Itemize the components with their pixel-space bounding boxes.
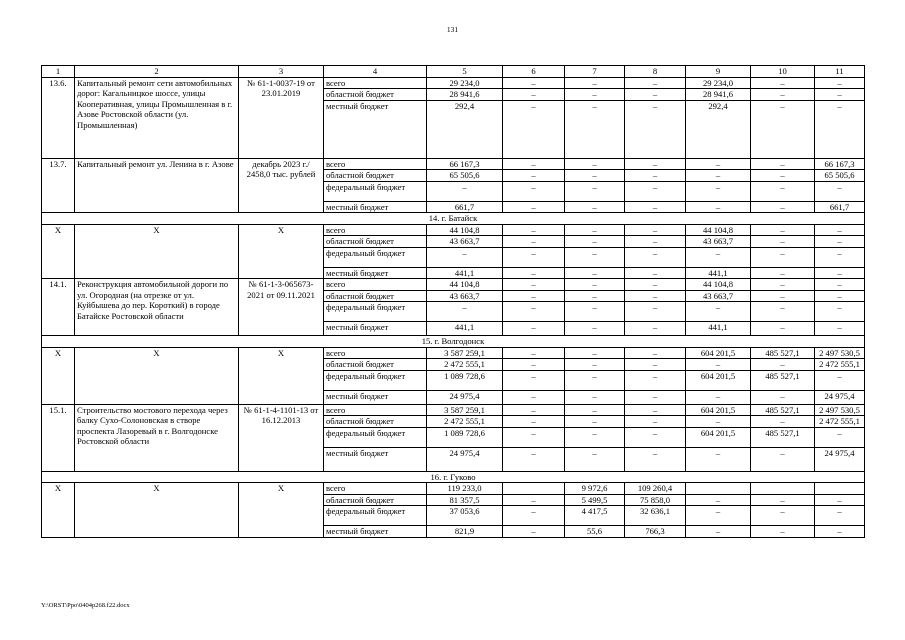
section-header-row xyxy=(42,213,865,225)
value-cell: – xyxy=(625,390,686,404)
value-cell: – xyxy=(686,247,751,267)
value-cell: – xyxy=(503,267,565,279)
value-cell: 1 089 728,6 xyxy=(427,370,503,390)
value-cell: – xyxy=(427,181,503,201)
value-cell: – xyxy=(625,447,686,471)
value-cell: – xyxy=(503,370,565,390)
funding-source: федеральный бюджет xyxy=(324,506,427,526)
value-cell: 24 975,4 xyxy=(815,390,865,404)
object-name: Х xyxy=(75,483,239,538)
value-cell: 441,1 xyxy=(427,322,503,336)
value-cell: – xyxy=(815,494,865,506)
object-name: Строительство мостового перехода через балку Сухо-Солоновская в створе проспекта Лазоревый в г. Волгодонске Ростовской области xyxy=(75,404,239,471)
value-cell: 441,1 xyxy=(427,267,503,279)
table-row xyxy=(42,77,865,89)
column-header: 4 xyxy=(324,66,427,78)
value-cell: – xyxy=(503,322,565,336)
document-reference: декабрь 2023 г./ 2458,0 тыс. рублей xyxy=(239,158,324,213)
value-cell: – xyxy=(751,158,815,170)
funding-source: всего xyxy=(324,404,427,416)
document-reference: № 61-1-3-065673-2021 от 09.11.2021 xyxy=(239,279,324,336)
value-cell: 2 472 555,1 xyxy=(815,359,865,371)
value-cell: – xyxy=(625,416,686,428)
funding-source: местный бюджет xyxy=(324,201,427,213)
table-row xyxy=(42,279,865,291)
value-cell: – xyxy=(565,77,625,89)
funding-source: областной бюджет xyxy=(324,416,427,428)
value-cell: – xyxy=(565,201,625,213)
value-cell: – xyxy=(427,302,503,322)
value-cell: – xyxy=(503,404,565,416)
value-cell: – xyxy=(565,89,625,101)
funding-source: всего xyxy=(324,158,427,170)
value-cell: 43 663,7 xyxy=(427,236,503,248)
value-cell: – xyxy=(503,302,565,322)
value-cell: 24 975,4 xyxy=(815,447,865,471)
value-cell: – xyxy=(625,404,686,416)
value-cell: – xyxy=(751,267,815,279)
value-cell: – xyxy=(625,236,686,248)
value-cell: – xyxy=(686,170,751,182)
value-cell: 485 527,1 xyxy=(751,347,815,359)
entry-number: Х xyxy=(42,483,75,538)
value-cell: – xyxy=(565,447,625,471)
funding-source: федеральный бюджет xyxy=(324,370,427,390)
value-cell: – xyxy=(503,100,565,158)
value-cell: – xyxy=(751,416,815,428)
section-header-row xyxy=(42,471,865,483)
entry-number: 15.1. xyxy=(42,404,75,471)
value-cell: 75 858,0 xyxy=(625,494,686,506)
funding-source: местный бюджет xyxy=(324,322,427,336)
value-cell: – xyxy=(565,100,625,158)
object-name: Х xyxy=(75,224,239,279)
column-header: 8 xyxy=(625,66,686,78)
funding-source: местный бюджет xyxy=(324,100,427,158)
value-cell: 65 505,6 xyxy=(815,170,865,182)
value-cell: – xyxy=(751,279,815,291)
value-cell: – xyxy=(625,322,686,336)
value-cell: – xyxy=(815,89,865,101)
value-cell: – xyxy=(625,100,686,158)
value-cell: – xyxy=(565,181,625,201)
value-cell: – xyxy=(815,100,865,158)
value-cell: – xyxy=(625,89,686,101)
object-name: Капитальный ремонт ул. Ленина в г. Азове xyxy=(75,158,239,213)
value-cell: 65 505,6 xyxy=(427,170,503,182)
value-cell: – xyxy=(751,89,815,101)
value-cell: – xyxy=(503,279,565,291)
value-cell: – xyxy=(815,267,865,279)
value-cell: 2 472 555,1 xyxy=(815,416,865,428)
value-cell: 604 201,5 xyxy=(686,347,751,359)
funding-source: всего xyxy=(324,77,427,89)
page-number: 131 xyxy=(446,25,459,34)
value-cell: – xyxy=(686,494,751,506)
value-cell: 55,6 xyxy=(565,526,625,538)
section-title: 16. г. Гуково xyxy=(42,471,865,483)
value-cell: – xyxy=(751,201,815,213)
value-cell: 109 260,4 xyxy=(625,483,686,495)
value-cell: 604 201,5 xyxy=(686,370,751,390)
value-cell: – xyxy=(815,370,865,390)
value-cell: – xyxy=(751,290,815,302)
value-cell: 28 941,6 xyxy=(427,89,503,101)
value-cell: – xyxy=(815,77,865,89)
value-cell: – xyxy=(625,290,686,302)
value-cell: 441,1 xyxy=(686,267,751,279)
funding-source: федеральный бюджет xyxy=(324,181,427,201)
value-cell: – xyxy=(503,201,565,213)
funding-source: областной бюджет xyxy=(324,494,427,506)
value-cell: 32 636,1 xyxy=(625,506,686,526)
value-cell: – xyxy=(503,526,565,538)
value-cell: – xyxy=(751,302,815,322)
value-cell: – xyxy=(503,359,565,371)
entry-number: Х xyxy=(42,347,75,404)
value-cell: 766,3 xyxy=(625,526,686,538)
value-cell: 44 104,8 xyxy=(686,224,751,236)
value-cell: – xyxy=(503,390,565,404)
funding-source: федеральный бюджет xyxy=(324,427,427,447)
value-cell: – xyxy=(751,77,815,89)
value-cell: 44 104,8 xyxy=(427,224,503,236)
value-cell: – xyxy=(751,390,815,404)
value-cell: – xyxy=(625,279,686,291)
value-cell: 604 201,5 xyxy=(686,404,751,416)
entry-number: 13.6. xyxy=(42,77,75,158)
entry-number: 13.7. xyxy=(42,158,75,213)
value-cell: – xyxy=(751,506,815,526)
value-cell: – xyxy=(625,181,686,201)
value-cell: – xyxy=(686,416,751,428)
funding-source: областной бюджет xyxy=(324,359,427,371)
document-reference: Х xyxy=(239,224,324,279)
value-cell xyxy=(815,483,865,495)
value-cell: – xyxy=(565,267,625,279)
value-cell xyxy=(751,483,815,495)
funding-source: всего xyxy=(324,279,427,291)
value-cell: – xyxy=(503,77,565,89)
value-cell: – xyxy=(503,236,565,248)
section-header-row xyxy=(42,336,865,348)
value-cell: 24 975,4 xyxy=(427,447,503,471)
value-cell: – xyxy=(565,247,625,267)
column-header: 5 xyxy=(427,66,503,78)
value-cell: 44 104,8 xyxy=(686,279,751,291)
funding-source: местный бюджет xyxy=(324,447,427,471)
value-cell: 485 527,1 xyxy=(751,404,815,416)
value-cell: 821,9 xyxy=(427,526,503,538)
funding-source: областной бюджет xyxy=(324,236,427,248)
value-cell: – xyxy=(503,170,565,182)
funding-source: всего xyxy=(324,224,427,236)
value-cell xyxy=(503,483,565,495)
value-cell: 604 201,5 xyxy=(686,427,751,447)
value-cell: 5 499,5 xyxy=(565,494,625,506)
value-cell: – xyxy=(815,290,865,302)
value-cell: – xyxy=(565,322,625,336)
value-cell: 29 234,0 xyxy=(686,77,751,89)
section-title: 14. г. Батайск xyxy=(42,213,865,225)
value-cell: – xyxy=(815,181,865,201)
value-cell: 1 089 728,6 xyxy=(427,427,503,447)
section-title: 15. г. Волгодонск xyxy=(42,336,865,348)
value-cell: – xyxy=(625,427,686,447)
value-cell: 3 587 259,1 xyxy=(427,347,503,359)
value-cell: – xyxy=(625,158,686,170)
value-cell: – xyxy=(686,181,751,201)
document-reference: № 61-1-0037-19 от 23.01.2019 xyxy=(239,77,324,158)
entry-number: Х xyxy=(42,224,75,279)
funding-source: федеральный бюджет xyxy=(324,302,427,322)
value-cell: – xyxy=(815,302,865,322)
value-cell: – xyxy=(427,247,503,267)
value-cell: – xyxy=(751,170,815,182)
column-header: 11 xyxy=(815,66,865,78)
value-cell: 4 417,5 xyxy=(565,506,625,526)
value-cell: 81 357,5 xyxy=(427,494,503,506)
value-cell: – xyxy=(503,290,565,302)
value-cell: – xyxy=(751,224,815,236)
table-row xyxy=(42,224,865,236)
file-path-footer: Y:\ORST\Ppo\0404p268.f22.docx xyxy=(41,602,130,609)
funding-source: местный бюджет xyxy=(324,390,427,404)
value-cell: – xyxy=(686,359,751,371)
value-cell: 485 527,1 xyxy=(751,427,815,447)
value-cell: – xyxy=(565,390,625,404)
value-cell: – xyxy=(565,170,625,182)
funding-source: всего xyxy=(324,347,427,359)
column-header: 7 xyxy=(565,66,625,78)
value-cell: 43 663,7 xyxy=(686,236,751,248)
value-cell: 485 527,1 xyxy=(751,370,815,390)
value-cell: – xyxy=(625,247,686,267)
value-cell: 3 587 259,1 xyxy=(427,404,503,416)
column-header: 6 xyxy=(503,66,565,78)
value-cell: 2 497 530,5 xyxy=(815,347,865,359)
value-cell: – xyxy=(503,347,565,359)
value-cell: 44 104,8 xyxy=(427,279,503,291)
value-cell: 28 941,6 xyxy=(686,89,751,101)
value-cell: – xyxy=(686,201,751,213)
budget-table xyxy=(41,65,865,538)
object-name: Капитальный ремонт сети автомобильных дорог: Кагальницкое шоссе, улицы Кооперативная, улицы Промышленная в г. Азове Ростовской области (ул. Промышленная) xyxy=(75,77,239,158)
value-cell: – xyxy=(503,224,565,236)
value-cell: – xyxy=(565,290,625,302)
value-cell: – xyxy=(503,89,565,101)
value-cell: – xyxy=(751,181,815,201)
value-cell: – xyxy=(625,267,686,279)
funding-source: областной бюджет xyxy=(324,290,427,302)
value-cell: 292,4 xyxy=(686,100,751,158)
value-cell: – xyxy=(565,279,625,291)
value-cell: – xyxy=(565,347,625,359)
value-cell: – xyxy=(625,359,686,371)
column-header-row xyxy=(42,66,865,78)
value-cell: – xyxy=(625,302,686,322)
value-cell: – xyxy=(565,302,625,322)
value-cell: – xyxy=(565,236,625,248)
value-cell: – xyxy=(815,247,865,267)
value-cell: 2 497 530,5 xyxy=(815,404,865,416)
entry-number: 14.1. xyxy=(42,279,75,336)
value-cell: – xyxy=(625,347,686,359)
value-cell: – xyxy=(625,224,686,236)
value-cell: – xyxy=(565,416,625,428)
column-header: 2 xyxy=(75,66,239,78)
value-cell: – xyxy=(503,494,565,506)
value-cell: – xyxy=(565,427,625,447)
value-cell: 66 167,3 xyxy=(427,158,503,170)
value-cell: – xyxy=(625,201,686,213)
value-cell: – xyxy=(565,158,625,170)
object-name: Реконструкция автомобильной дороги по ул. Огородная (на отрезке от ул. Куйбышева до пер. Короткий) в городе Батайске Ростовской области xyxy=(75,279,239,336)
value-cell: 9 972,6 xyxy=(565,483,625,495)
funding-source: областной бюджет xyxy=(324,89,427,101)
funding-source: всего xyxy=(324,483,427,495)
value-cell: – xyxy=(565,370,625,390)
value-cell: – xyxy=(751,526,815,538)
column-header: 10 xyxy=(751,66,815,78)
value-cell: – xyxy=(751,359,815,371)
document-reference: Х xyxy=(239,347,324,404)
value-cell xyxy=(686,483,751,495)
value-cell: – xyxy=(815,322,865,336)
value-cell: – xyxy=(503,158,565,170)
value-cell: – xyxy=(751,447,815,471)
table-row xyxy=(42,483,865,495)
value-cell: 119 233,0 xyxy=(427,483,503,495)
value-cell: – xyxy=(686,447,751,471)
value-cell: – xyxy=(815,427,865,447)
value-cell: – xyxy=(625,170,686,182)
value-cell: – xyxy=(686,158,751,170)
value-cell: – xyxy=(686,302,751,322)
funding-source: областной бюджет xyxy=(324,170,427,182)
document-reference: № 61-1-4-1101-13 от 16.12.2013 xyxy=(239,404,324,471)
value-cell: – xyxy=(751,322,815,336)
value-cell: – xyxy=(815,236,865,248)
value-cell: 66 167,3 xyxy=(815,158,865,170)
value-cell: – xyxy=(815,506,865,526)
value-cell: 661,7 xyxy=(815,201,865,213)
value-cell: 24 975,4 xyxy=(427,390,503,404)
column-header: 3 xyxy=(239,66,324,78)
value-cell: 43 663,7 xyxy=(686,290,751,302)
value-cell: – xyxy=(686,390,751,404)
funding-source: местный бюджет xyxy=(324,267,427,279)
value-cell: – xyxy=(625,370,686,390)
column-header: 9 xyxy=(686,66,751,78)
value-cell: – xyxy=(751,247,815,267)
value-cell: – xyxy=(815,224,865,236)
value-cell: – xyxy=(625,77,686,89)
value-cell: 37 053,6 xyxy=(427,506,503,526)
value-cell: 43 663,7 xyxy=(427,290,503,302)
value-cell: – xyxy=(751,100,815,158)
document-reference: Х xyxy=(239,483,324,538)
value-cell: – xyxy=(503,247,565,267)
value-cell: 441,1 xyxy=(686,322,751,336)
value-cell: – xyxy=(503,416,565,428)
value-cell: – xyxy=(686,506,751,526)
value-cell: – xyxy=(751,494,815,506)
table-row xyxy=(42,347,865,359)
value-cell: 2 472 555,1 xyxy=(427,359,503,371)
column-header: 1 xyxy=(42,66,75,78)
funding-source: местный бюджет xyxy=(324,526,427,538)
table-row xyxy=(42,158,865,170)
value-cell: – xyxy=(503,506,565,526)
value-cell: – xyxy=(503,181,565,201)
value-cell: – xyxy=(503,447,565,471)
value-cell: 661,7 xyxy=(427,201,503,213)
value-cell: 29 234,0 xyxy=(427,77,503,89)
value-cell: – xyxy=(751,236,815,248)
table-row xyxy=(42,404,865,416)
value-cell: – xyxy=(565,404,625,416)
value-cell: – xyxy=(686,526,751,538)
value-cell: – xyxy=(565,359,625,371)
value-cell: – xyxy=(565,224,625,236)
funding-source: федеральный бюджет xyxy=(324,247,427,267)
value-cell: – xyxy=(815,279,865,291)
value-cell: 292,4 xyxy=(427,100,503,158)
value-cell: – xyxy=(503,427,565,447)
value-cell: 2 472 555,1 xyxy=(427,416,503,428)
value-cell: – xyxy=(815,526,865,538)
object-name: Х xyxy=(75,347,239,404)
